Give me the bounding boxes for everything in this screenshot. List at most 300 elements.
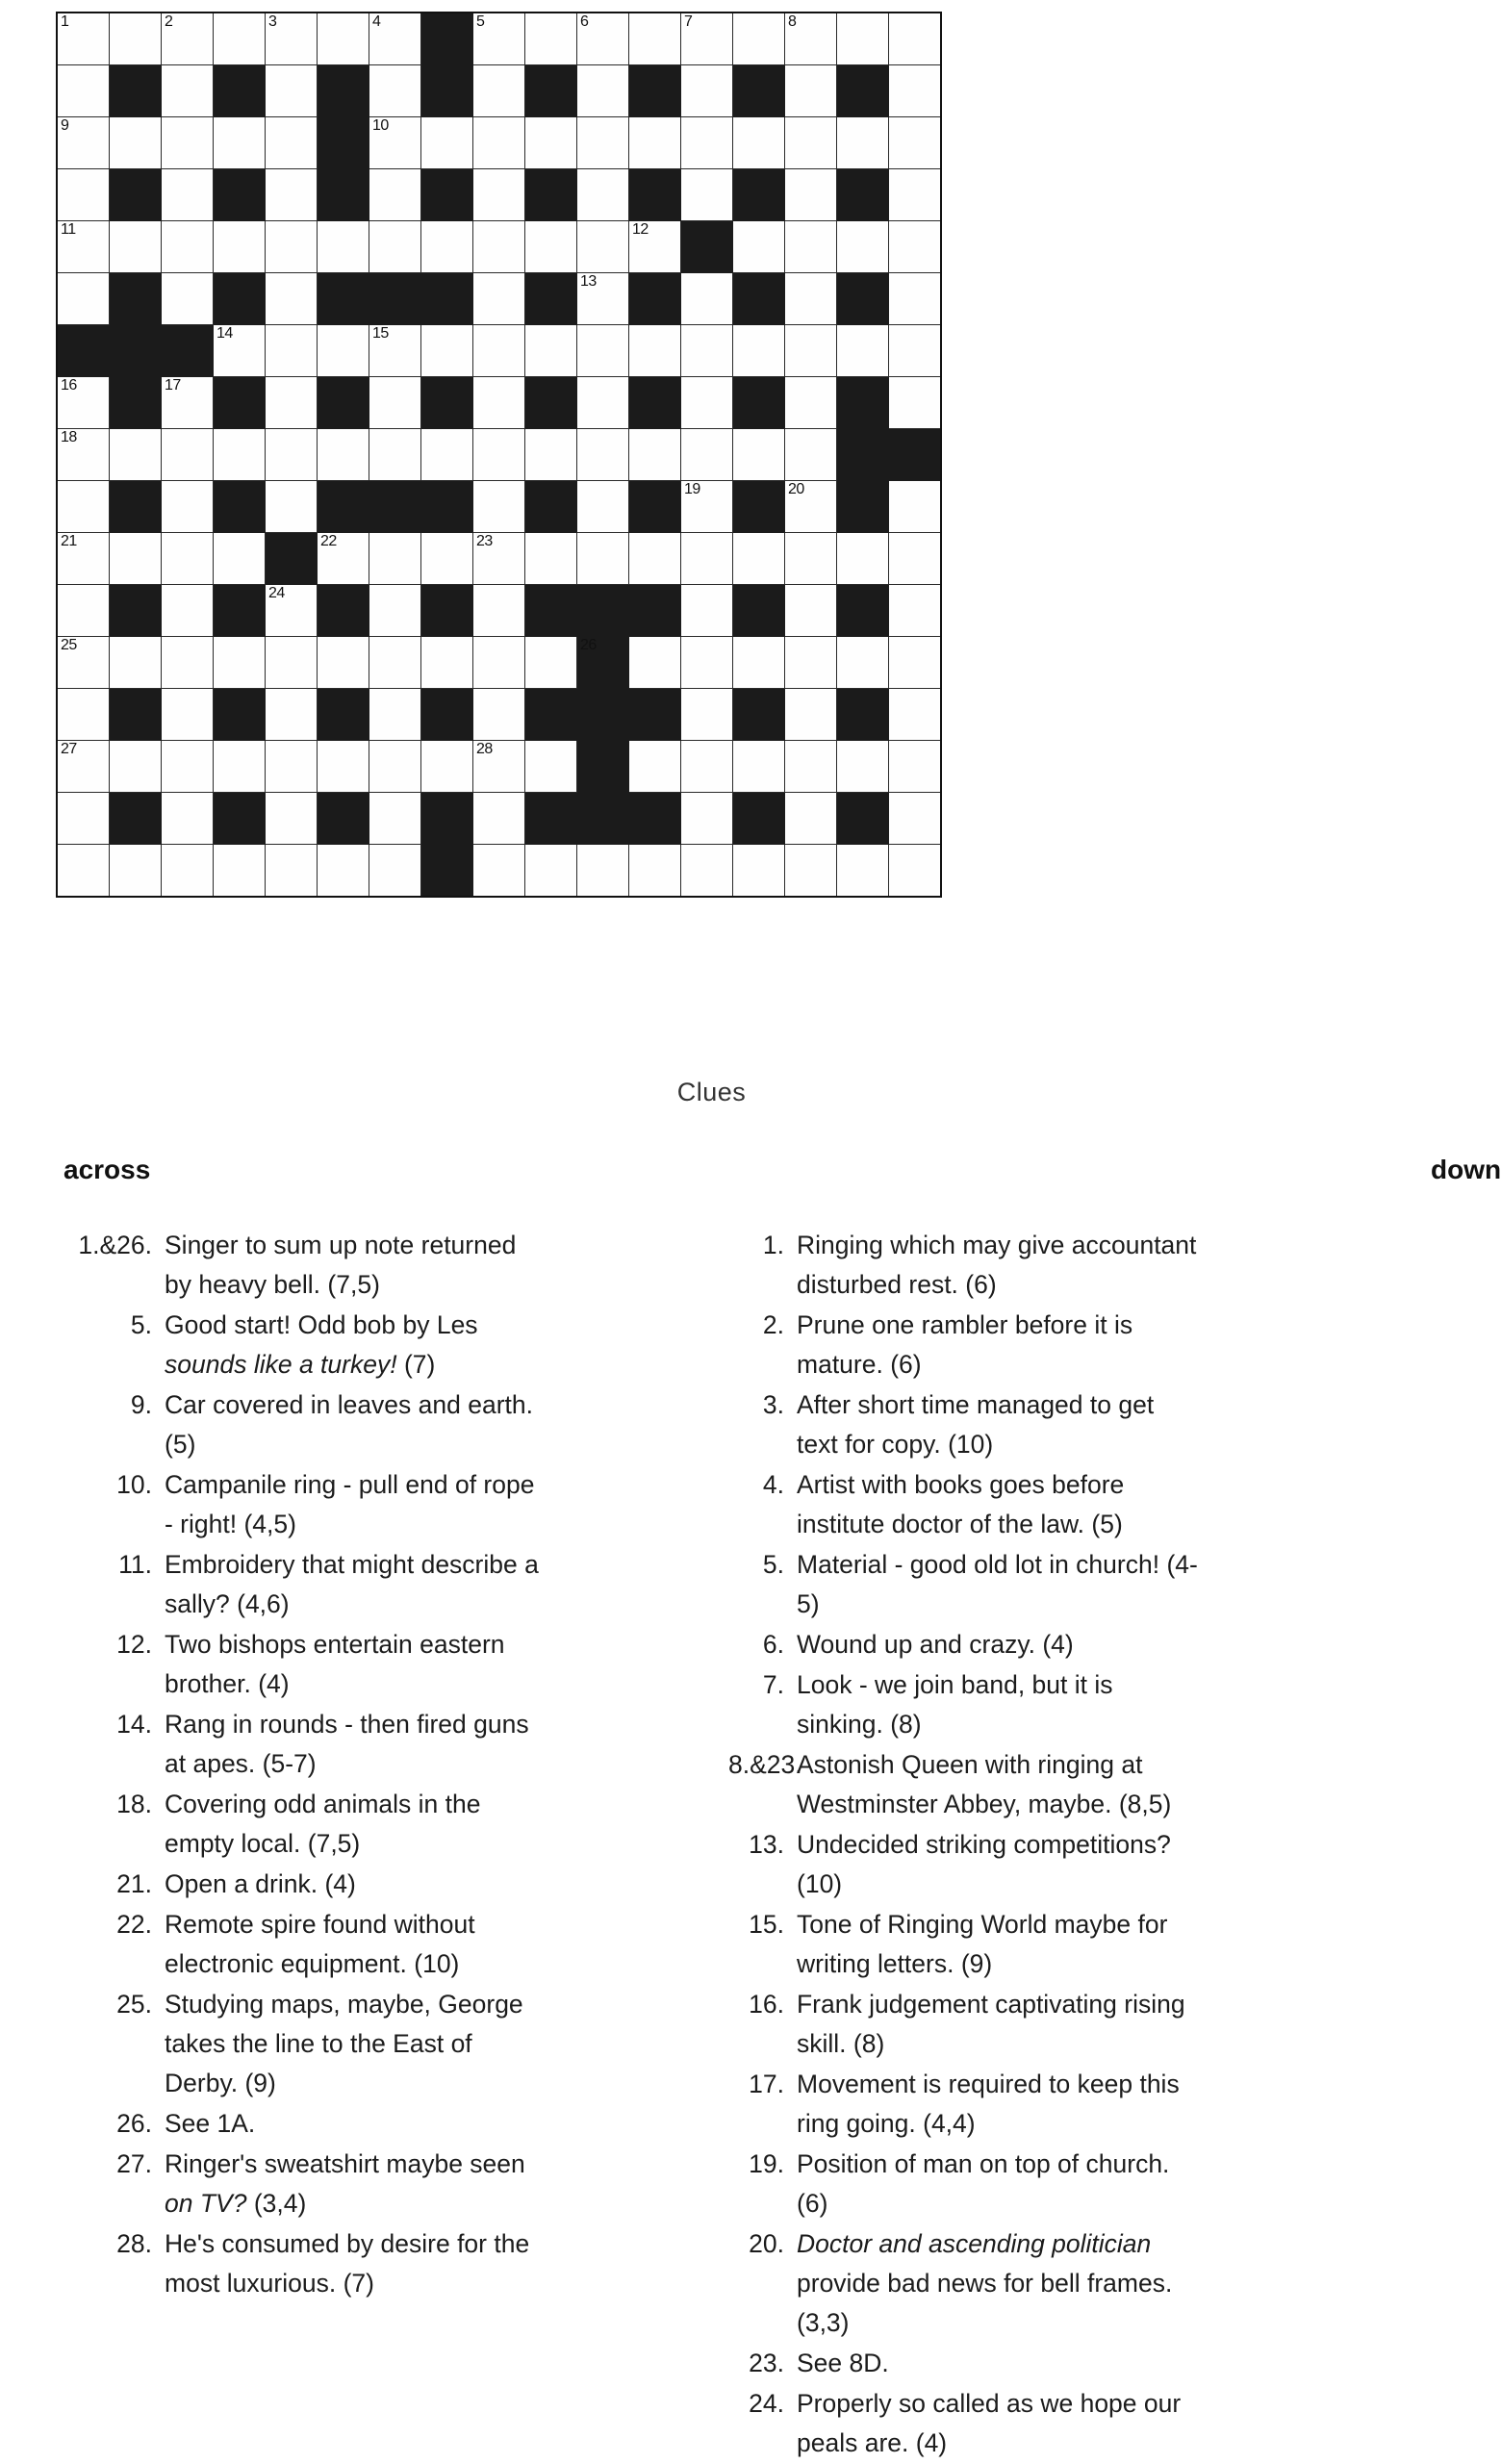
grid-row: [57, 741, 941, 793]
grid-cell[interactable]: [473, 221, 525, 273]
grid-cell[interactable]: [57, 585, 110, 637]
across-clue-text: Campanile ring - pull end of rope - right! (4,5): [165, 1470, 535, 1538]
down-clue[interactable]: [711, 1905, 1422, 1984]
grid-cell[interactable]: [473, 117, 525, 169]
grid-block-cell: [837, 429, 889, 481]
crossword-grid[interactable]: [56, 12, 942, 898]
grid-cell[interactable]: [421, 741, 473, 793]
grid-cell[interactable]: [525, 533, 577, 585]
grid-cell[interactable]: [266, 793, 318, 845]
grid-cell-number: 19: [684, 481, 700, 497]
grid-cell[interactable]: [889, 273, 942, 325]
down-clue[interactable]: [711, 2145, 1422, 2223]
grid-block-cell: [421, 169, 473, 221]
grid-cell[interactable]: [577, 429, 629, 481]
grid-cell-number: 3: [268, 13, 277, 30]
grid-cell[interactable]: [525, 845, 577, 898]
grid-cell[interactable]: [162, 585, 214, 637]
down-clue[interactable]: [711, 1625, 1422, 1664]
grid-cell[interactable]: [266, 689, 318, 741]
grid-block-cell: [577, 637, 629, 689]
down-clue[interactable]: [711, 1985, 1422, 2064]
grid-cell[interactable]: [785, 13, 837, 65]
grid-row: [57, 221, 941, 273]
grid-cell[interactable]: [577, 273, 629, 325]
grid-cell[interactable]: [473, 689, 525, 741]
down-clue-text: Prune one rambler before it is mature. (6): [797, 1310, 1133, 1379]
grid-cell[interactable]: [214, 325, 266, 377]
grid-cell[interactable]: [785, 65, 837, 117]
down-clue[interactable]: [711, 1745, 1422, 1824]
grid-cell[interactable]: [57, 429, 110, 481]
down-clue-number: 1.: [762, 1231, 784, 1259]
grid-cell[interactable]: [369, 377, 421, 429]
grid-cell[interactable]: [473, 169, 525, 221]
grid-cell[interactable]: [629, 13, 681, 65]
grid-cell[interactable]: [318, 845, 369, 898]
grid-cell[interactable]: [266, 741, 318, 793]
grid-cell[interactable]: [525, 13, 577, 65]
grid-cell[interactable]: [266, 481, 318, 533]
grid-cell[interactable]: [162, 689, 214, 741]
grid-cell[interactable]: [681, 793, 733, 845]
grid-block-cell: [318, 481, 369, 533]
grid-cell[interactable]: [318, 13, 369, 65]
grid-cell[interactable]: [525, 325, 577, 377]
grid-cell[interactable]: [837, 325, 889, 377]
grid-cell[interactable]: [473, 533, 525, 585]
grid-cell[interactable]: [681, 117, 733, 169]
grid-cell[interactable]: [57, 273, 110, 325]
across-clue[interactable]: [0, 1385, 711, 1464]
grid-cell[interactable]: [369, 585, 421, 637]
grid-cell[interactable]: [162, 533, 214, 585]
grid-cell[interactable]: [266, 637, 318, 689]
across-clue[interactable]: [0, 1545, 711, 1624]
grid-block-cell: [110, 325, 162, 377]
across-clue[interactable]: [0, 1625, 711, 1704]
grid-cell[interactable]: [889, 585, 942, 637]
grid-block-cell: [421, 481, 473, 533]
grid-cell[interactable]: [837, 533, 889, 585]
down-clue[interactable]: [711, 2344, 1422, 2383]
grid-cell[interactable]: [629, 429, 681, 481]
grid-cell[interactable]: [162, 845, 214, 898]
grid-block-cell: [577, 689, 629, 741]
grid-cell[interactable]: [421, 637, 473, 689]
grid-cell[interactable]: [525, 741, 577, 793]
grid-cell[interactable]: [681, 13, 733, 65]
grid-block-cell: [318, 273, 369, 325]
across-clue-text: Studying maps, maybe, George takes the line to the East of Derby. (9): [165, 1990, 523, 2097]
grid-cell[interactable]: [369, 325, 421, 377]
grid-cell[interactable]: [785, 845, 837, 898]
grid-block-cell: [525, 481, 577, 533]
across-clue[interactable]: [0, 2104, 711, 2144]
grid-block-cell: [318, 65, 369, 117]
grid-cell[interactable]: [57, 533, 110, 585]
grid-cell[interactable]: [733, 429, 785, 481]
down-clue[interactable]: [711, 1306, 1422, 1384]
grid-cell[interactable]: [577, 325, 629, 377]
grid-cell[interactable]: [681, 689, 733, 741]
grid-cell[interactable]: [162, 65, 214, 117]
grid-cell[interactable]: [473, 637, 525, 689]
down-clue-text: See 8D.: [797, 2349, 889, 2377]
grid-cell[interactable]: [889, 325, 942, 377]
grid-cell[interactable]: [214, 429, 266, 481]
grid-cell[interactable]: [162, 117, 214, 169]
grid-cell[interactable]: [421, 117, 473, 169]
down-clue-text: Position of man on top of church. (6): [797, 2149, 1170, 2218]
down-clue-text: Look - we join band, but it is sinking. (8): [797, 1670, 1113, 1739]
grid-cell[interactable]: [681, 481, 733, 533]
grid-cell[interactable]: [57, 741, 110, 793]
down-clue[interactable]: [711, 1226, 1422, 1305]
grid-block-cell: [837, 585, 889, 637]
grid-cell[interactable]: [369, 845, 421, 898]
grid-block-cell: [110, 585, 162, 637]
grid-cell[interactable]: [525, 637, 577, 689]
grid-cell[interactable]: [577, 377, 629, 429]
across-clue[interactable]: [0, 1306, 711, 1384]
grid-cell[interactable]: [57, 377, 110, 429]
grid-cell[interactable]: [629, 741, 681, 793]
grid-cell[interactable]: [421, 221, 473, 273]
grid-block-cell: [681, 221, 733, 273]
grid-cell[interactable]: [110, 221, 162, 273]
grid-cell[interactable]: [733, 533, 785, 585]
grid-cell[interactable]: [785, 377, 837, 429]
grid-cell[interactable]: [473, 273, 525, 325]
grid-cell[interactable]: [889, 65, 942, 117]
down-clue-number: 8.&23.: [728, 1750, 802, 1779]
grid-cell[interactable]: [473, 377, 525, 429]
grid-cell[interactable]: [525, 221, 577, 273]
grid-cell-number: 7: [684, 13, 693, 30]
grid-cell[interactable]: [889, 169, 942, 221]
across-clue-number: 25.: [116, 1990, 152, 2019]
grid-cell[interactable]: [473, 65, 525, 117]
grid-cell[interactable]: [837, 13, 889, 65]
down-clue[interactable]: [711, 1545, 1422, 1624]
grid-cell[interactable]: [889, 793, 942, 845]
grid-cell[interactable]: [785, 169, 837, 221]
grid-cell[interactable]: [785, 481, 837, 533]
grid-block-cell: [57, 325, 110, 377]
grid-cell[interactable]: [577, 481, 629, 533]
grid-cell[interactable]: [889, 637, 942, 689]
grid-cell[interactable]: [681, 429, 733, 481]
grid-cell[interactable]: [110, 533, 162, 585]
grid-cell[interactable]: [162, 169, 214, 221]
grid-cell-number: 20: [788, 481, 804, 497]
across-clue-list: [0, 1226, 711, 2303]
grid-cell[interactable]: [162, 481, 214, 533]
grid-block-cell: [837, 689, 889, 741]
grid-cell[interactable]: [421, 429, 473, 481]
grid-cell[interactable]: [162, 741, 214, 793]
grid-cell[interactable]: [369, 741, 421, 793]
grid-cell[interactable]: [629, 845, 681, 898]
grid-cell[interactable]: [889, 533, 942, 585]
grid-cell[interactable]: [525, 429, 577, 481]
grid-cell[interactable]: [681, 325, 733, 377]
grid-cell[interactable]: [785, 793, 837, 845]
across-clue[interactable]: [0, 1985, 711, 2103]
down-clue-text: Properly so called as we hope our peals are. (4): [797, 2389, 1182, 2457]
grid-cell[interactable]: [266, 273, 318, 325]
grid-cell[interactable]: [785, 273, 837, 325]
grid-cell[interactable]: [837, 117, 889, 169]
grid-cell[interactable]: [214, 13, 266, 65]
grid-cell[interactable]: [785, 637, 837, 689]
across-clue[interactable]: [0, 2145, 711, 2223]
grid-cell[interactable]: [57, 637, 110, 689]
grid-cell[interactable]: [733, 741, 785, 793]
grid-cell[interactable]: [110, 637, 162, 689]
grid-block-cell: [369, 273, 421, 325]
grid-cell[interactable]: [681, 169, 733, 221]
grid-cell-number: 22: [320, 533, 337, 549]
across-clue[interactable]: [0, 1905, 711, 1984]
grid-cell[interactable]: [110, 117, 162, 169]
grid-cell[interactable]: [57, 65, 110, 117]
grid-cell[interactable]: [681, 585, 733, 637]
grid-block-cell: [266, 533, 318, 585]
grid-cell[interactable]: [681, 637, 733, 689]
down-clue[interactable]: [711, 1665, 1422, 1744]
grid-cell[interactable]: [577, 169, 629, 221]
grid-cell[interactable]: [889, 845, 942, 898]
grid-cell[interactable]: [318, 429, 369, 481]
grid-cell[interactable]: [266, 169, 318, 221]
grid-cell[interactable]: [837, 845, 889, 898]
grid-cell[interactable]: [889, 741, 942, 793]
grid-block-cell: [318, 377, 369, 429]
grid-cell[interactable]: [785, 741, 837, 793]
grid-cell[interactable]: [473, 793, 525, 845]
grid-cell[interactable]: [266, 65, 318, 117]
grid-cell[interactable]: [214, 117, 266, 169]
grid-cell[interactable]: [473, 325, 525, 377]
grid-block-cell: [629, 481, 681, 533]
grid-cell[interactable]: [785, 585, 837, 637]
grid-cell[interactable]: [214, 533, 266, 585]
across-clue-number: 14.: [116, 1710, 152, 1739]
grid-row: [57, 429, 941, 481]
grid-cell[interactable]: [889, 689, 942, 741]
grid-cell[interactable]: [369, 689, 421, 741]
grid-cell[interactable]: [162, 221, 214, 273]
grid-cell[interactable]: [57, 169, 110, 221]
down-clue[interactable]: [711, 2384, 1422, 2463]
grid-cell[interactable]: [57, 689, 110, 741]
down-clue[interactable]: [711, 1825, 1422, 1904]
grid-cell[interactable]: [110, 13, 162, 65]
grid-cell[interactable]: [318, 533, 369, 585]
grid-cell[interactable]: [57, 845, 110, 898]
down-clue[interactable]: [711, 1465, 1422, 1544]
grid-cell[interactable]: [162, 377, 214, 429]
grid-block-cell: [733, 65, 785, 117]
clues-section: [0, 1155, 1501, 2464]
grid-cell[interactable]: [369, 637, 421, 689]
grid-cell[interactable]: [577, 13, 629, 65]
down-clue-list: [711, 1226, 1422, 2463]
grid-cell[interactable]: [318, 741, 369, 793]
grid-cell[interactable]: [577, 117, 629, 169]
grid-cell[interactable]: [473, 585, 525, 637]
grid-cell[interactable]: [889, 117, 942, 169]
down-clue[interactable]: [711, 2065, 1422, 2144]
grid-cell[interactable]: [110, 429, 162, 481]
across-clue-number: 28.: [116, 2229, 152, 2258]
grid-cell-number: 14: [216, 325, 233, 342]
grid-cell[interactable]: [110, 741, 162, 793]
grid-cell[interactable]: [369, 13, 421, 65]
grid-cell[interactable]: [473, 741, 525, 793]
grid-cell[interactable]: [629, 221, 681, 273]
grid-block-cell: [318, 689, 369, 741]
grid-cell[interactable]: [162, 637, 214, 689]
grid-cell[interactable]: [266, 377, 318, 429]
grid-cell[interactable]: [266, 845, 318, 898]
grid-cell[interactable]: [421, 533, 473, 585]
down-clue[interactable]: [711, 1385, 1422, 1464]
grid-cell[interactable]: [473, 13, 525, 65]
grid-cell[interactable]: [214, 845, 266, 898]
grid-cell[interactable]: [889, 377, 942, 429]
grid-cell[interactable]: [110, 845, 162, 898]
grid-cell[interactable]: [162, 13, 214, 65]
grid-cell[interactable]: [525, 117, 577, 169]
grid-cell[interactable]: [318, 637, 369, 689]
grid-cell[interactable]: [733, 637, 785, 689]
grid-cell[interactable]: [681, 741, 733, 793]
grid-cell[interactable]: [369, 65, 421, 117]
grid-cell[interactable]: [369, 169, 421, 221]
across-clue-text: Covering odd animals in the empty local. (7,5): [165, 1790, 481, 1858]
grid-cell[interactable]: [889, 13, 942, 65]
grid-cell[interactable]: [369, 117, 421, 169]
grid-cell[interactable]: [266, 325, 318, 377]
grid-cell[interactable]: [629, 637, 681, 689]
grid-cell[interactable]: [57, 13, 110, 65]
grid-cell[interactable]: [266, 585, 318, 637]
grid-block-cell: [421, 65, 473, 117]
grid-cell[interactable]: [473, 429, 525, 481]
grid-cell[interactable]: [837, 221, 889, 273]
grid-cell[interactable]: [318, 325, 369, 377]
grid-cell[interactable]: [837, 741, 889, 793]
grid-block-cell: [525, 273, 577, 325]
grid-cell[interactable]: [785, 221, 837, 273]
across-clue[interactable]: [0, 1465, 711, 1544]
grid-cell[interactable]: [629, 117, 681, 169]
grid-block-cell: [577, 741, 629, 793]
across-clue-number: 22.: [116, 1910, 152, 1939]
grid-cell[interactable]: [681, 273, 733, 325]
across-clue[interactable]: [0, 1865, 711, 1904]
grid-cell-number: 17: [165, 377, 181, 394]
grid-cell[interactable]: [266, 13, 318, 65]
grid-cell[interactable]: [266, 117, 318, 169]
grid-row: [57, 117, 941, 169]
grid-cell[interactable]: [889, 481, 942, 533]
grid-cell[interactable]: [889, 221, 942, 273]
grid-cell[interactable]: [681, 377, 733, 429]
grid-cell[interactable]: [162, 429, 214, 481]
grid-cell[interactable]: [266, 221, 318, 273]
grid-cell[interactable]: [421, 325, 473, 377]
grid-cell[interactable]: [57, 117, 110, 169]
grid-row: [57, 273, 941, 325]
grid-cell[interactable]: [681, 845, 733, 898]
grid-cell-number: 11: [61, 221, 76, 238]
down-clue[interactable]: [711, 2224, 1422, 2343]
grid-cell[interactable]: [214, 741, 266, 793]
grid-cell[interactable]: [785, 533, 837, 585]
grid-cell[interactable]: [837, 637, 889, 689]
grid-cell[interactable]: [57, 481, 110, 533]
grid-cell[interactable]: [785, 325, 837, 377]
grid-cell[interactable]: [57, 221, 110, 273]
across-clue-number: 27.: [116, 2149, 152, 2178]
grid-block-cell: [525, 169, 577, 221]
grid-cell[interactable]: [369, 429, 421, 481]
grid-cell[interactable]: [733, 117, 785, 169]
grid-cell[interactable]: [681, 533, 733, 585]
grid-cell[interactable]: [785, 689, 837, 741]
grid-cell[interactable]: [785, 429, 837, 481]
grid-cell[interactable]: [57, 793, 110, 845]
grid-cell[interactable]: [473, 481, 525, 533]
grid-cell[interactable]: [473, 845, 525, 898]
grid-cell[interactable]: [577, 221, 629, 273]
grid-block-cell: [837, 273, 889, 325]
grid-cell[interactable]: [369, 221, 421, 273]
grid-cell[interactable]: [369, 533, 421, 585]
grid-cell[interactable]: [733, 845, 785, 898]
across-clue-number: 18.: [116, 1790, 152, 1818]
grid-cell[interactable]: [785, 117, 837, 169]
down-clue-number: 17.: [749, 2070, 784, 2098]
grid-cell[interactable]: [214, 637, 266, 689]
grid-cell[interactable]: [162, 273, 214, 325]
across-clue[interactable]: [0, 2224, 711, 2303]
grid-cell[interactable]: [733, 325, 785, 377]
grid-cell[interactable]: [214, 221, 266, 273]
grid-cell[interactable]: [681, 65, 733, 117]
across-clue-emphasis: sounds like a turkey!: [165, 1350, 397, 1379]
across-clue[interactable]: [0, 1705, 711, 1784]
grid-cell[interactable]: [733, 221, 785, 273]
grid-cell[interactable]: [162, 793, 214, 845]
grid-cell[interactable]: [577, 845, 629, 898]
grid-cell[interactable]: [629, 533, 681, 585]
across-clue[interactable]: [0, 1226, 711, 1305]
grid-cell[interactable]: [369, 793, 421, 845]
grid-cell[interactable]: [318, 221, 369, 273]
grid-cell[interactable]: [577, 533, 629, 585]
across-clue[interactable]: [0, 1785, 711, 1864]
grid-cell[interactable]: [629, 325, 681, 377]
grid-cell[interactable]: [577, 65, 629, 117]
across-clue-text: Ringer's sweatshirt maybe seen on TV? (3,4): [165, 2149, 525, 2218]
grid-cell[interactable]: [266, 429, 318, 481]
grid-cell[interactable]: [733, 13, 785, 65]
